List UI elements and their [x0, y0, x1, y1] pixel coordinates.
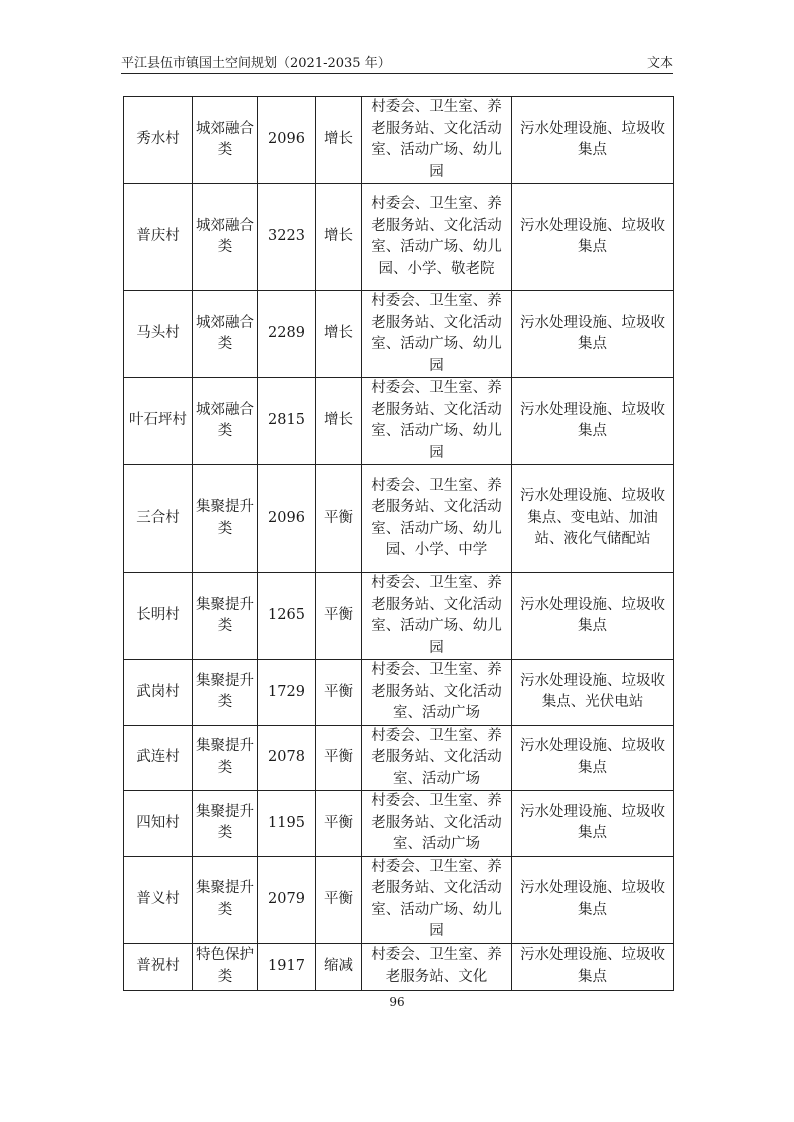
infrastructure-cell: 污水处理设施、垃圾收集点: [512, 725, 674, 791]
population-cell: 1195: [258, 791, 316, 857]
population-cell: 2096: [258, 465, 316, 573]
table-row: [124, 184, 674, 291]
village-name-cell: 四知村: [124, 791, 193, 857]
village-category-cell: 集聚提升类: [193, 856, 258, 943]
population-cell: 2289: [258, 291, 316, 378]
village-category-cell: 城郊融合类: [193, 291, 258, 378]
village-name-cell: 普庆村: [124, 184, 193, 291]
population-trend-cell: 增长: [316, 97, 362, 184]
village-category-cell: 集聚提升类: [193, 725, 258, 791]
table-row: [124, 791, 674, 857]
header-rule: [121, 73, 673, 74]
public-facilities-cell: 村委会、卫生室、养老服务站、文化: [362, 943, 512, 990]
infrastructure-cell: 污水处理设施、垃圾收集点: [512, 378, 674, 465]
table-row: [124, 378, 674, 465]
population-cell: 2815: [258, 378, 316, 465]
table-row: [124, 725, 674, 791]
village-name-cell: 三合村: [124, 465, 193, 573]
village-category-cell: 集聚提升类: [193, 660, 258, 726]
public-facilities-cell: 村委会、卫生室、养老服务站、文化活动室、活动广场、幼儿园: [362, 97, 512, 184]
public-facilities-cell: 村委会、卫生室、养老服务站、文化活动室、活动广场: [362, 791, 512, 857]
population-trend-cell: 平衡: [316, 856, 362, 943]
village-name-cell: 秀水村: [124, 97, 193, 184]
public-facilities-cell: 村委会、卫生室、养老服务站、文化活动室、活动广场、幼儿园: [362, 573, 512, 660]
section-label: 文本: [646, 56, 673, 71]
population-cell: 2078: [258, 725, 316, 791]
village-category-cell: 集聚提升类: [193, 573, 258, 660]
public-facilities-cell: 村委会、卫生室、养老服务站、文化活动室、活动广场、幼儿园: [362, 291, 512, 378]
population-trend-cell: 增长: [316, 378, 362, 465]
population-trend-cell: 平衡: [316, 465, 362, 573]
population-cell: 1265: [258, 573, 316, 660]
population-cell: 1729: [258, 660, 316, 726]
table-row: [124, 97, 674, 184]
population-trend-cell: 平衡: [316, 573, 362, 660]
village-category-cell: 集聚提升类: [193, 465, 258, 573]
running-header: [121, 55, 673, 73]
infrastructure-cell: 污水处理设施、垃圾收集点、光伏电站: [512, 660, 674, 726]
infrastructure-cell: 污水处理设施、垃圾收集点: [512, 856, 674, 943]
population-cell: 1917: [258, 943, 316, 990]
village-name-cell: 普祝村: [124, 943, 193, 990]
infrastructure-cell: 污水处理设施、垃圾收集点: [512, 184, 674, 291]
population-trend-cell: 增长: [316, 184, 362, 291]
table-row: [124, 291, 674, 378]
village-name-cell: 马头村: [124, 291, 193, 378]
infrastructure-cell: 污水处理设施、垃圾收集点: [512, 97, 674, 184]
public-facilities-cell: 村委会、卫生室、养老服务站、文化活动室、活动广场、幼儿园: [362, 378, 512, 465]
infrastructure-cell: 污水处理设施、垃圾收集点、变电站、加油站、液化气储配站: [512, 465, 674, 573]
village-name-cell: 叶石坪村: [124, 378, 193, 465]
infrastructure-cell: 污水处理设施、垃圾收集点: [512, 791, 674, 857]
village-category-cell: 城郊融合类: [193, 378, 258, 465]
infrastructure-cell: 污水处理设施、垃圾收集点: [512, 573, 674, 660]
population-cell: 2079: [258, 856, 316, 943]
population-cell: 3223: [258, 184, 316, 291]
village-name-cell: 武岗村: [124, 660, 193, 726]
population-cell: 2096: [258, 97, 316, 184]
public-facilities-cell: 村委会、卫生室、养老服务站、文化活动室、活动广场、幼儿园、小学、中学: [362, 465, 512, 573]
village-name-cell: 普义村: [124, 856, 193, 943]
village-category-cell: 特色保护类: [193, 943, 258, 990]
village-category-cell: 集聚提升类: [193, 791, 258, 857]
table-row: [124, 660, 674, 726]
table-row: [124, 465, 674, 573]
population-trend-cell: 增长: [316, 291, 362, 378]
public-facilities-cell: 村委会、卫生室、养老服务站、文化活动室、活动广场、幼儿园、小学、敬老院: [362, 184, 512, 291]
document-title: 平江县伍市镇国土空间规划（2021-2035 年）: [121, 56, 391, 71]
village-name-cell: 长明村: [124, 573, 193, 660]
infrastructure-cell: 污水处理设施、垃圾收集点: [512, 291, 674, 378]
population-trend-cell: 平衡: [316, 791, 362, 857]
page-number: 96: [389, 995, 405, 1009]
population-trend-cell: 平衡: [316, 725, 362, 791]
table-row: [124, 573, 674, 660]
village-name-cell: 武连村: [124, 725, 193, 791]
public-facilities-cell: 村委会、卫生室、养老服务站、文化活动室、活动广场、幼儿园: [362, 856, 512, 943]
table-row: [124, 943, 674, 990]
public-facilities-cell: 村委会、卫生室、养老服务站、文化活动室、活动广场: [362, 725, 512, 791]
population-trend-cell: 平衡: [316, 660, 362, 726]
table-row: [124, 856, 674, 943]
village-category-cell: 城郊融合类: [193, 97, 258, 184]
public-facilities-cell: 村委会、卫生室、养老服务站、文化活动室、活动广场: [362, 660, 512, 726]
village-category-cell: 城郊融合类: [193, 184, 258, 291]
village-planning-table: [123, 96, 674, 991]
population-trend-cell: 缩减: [316, 943, 362, 990]
infrastructure-cell: 污水处理设施、垃圾收集点: [512, 943, 674, 990]
